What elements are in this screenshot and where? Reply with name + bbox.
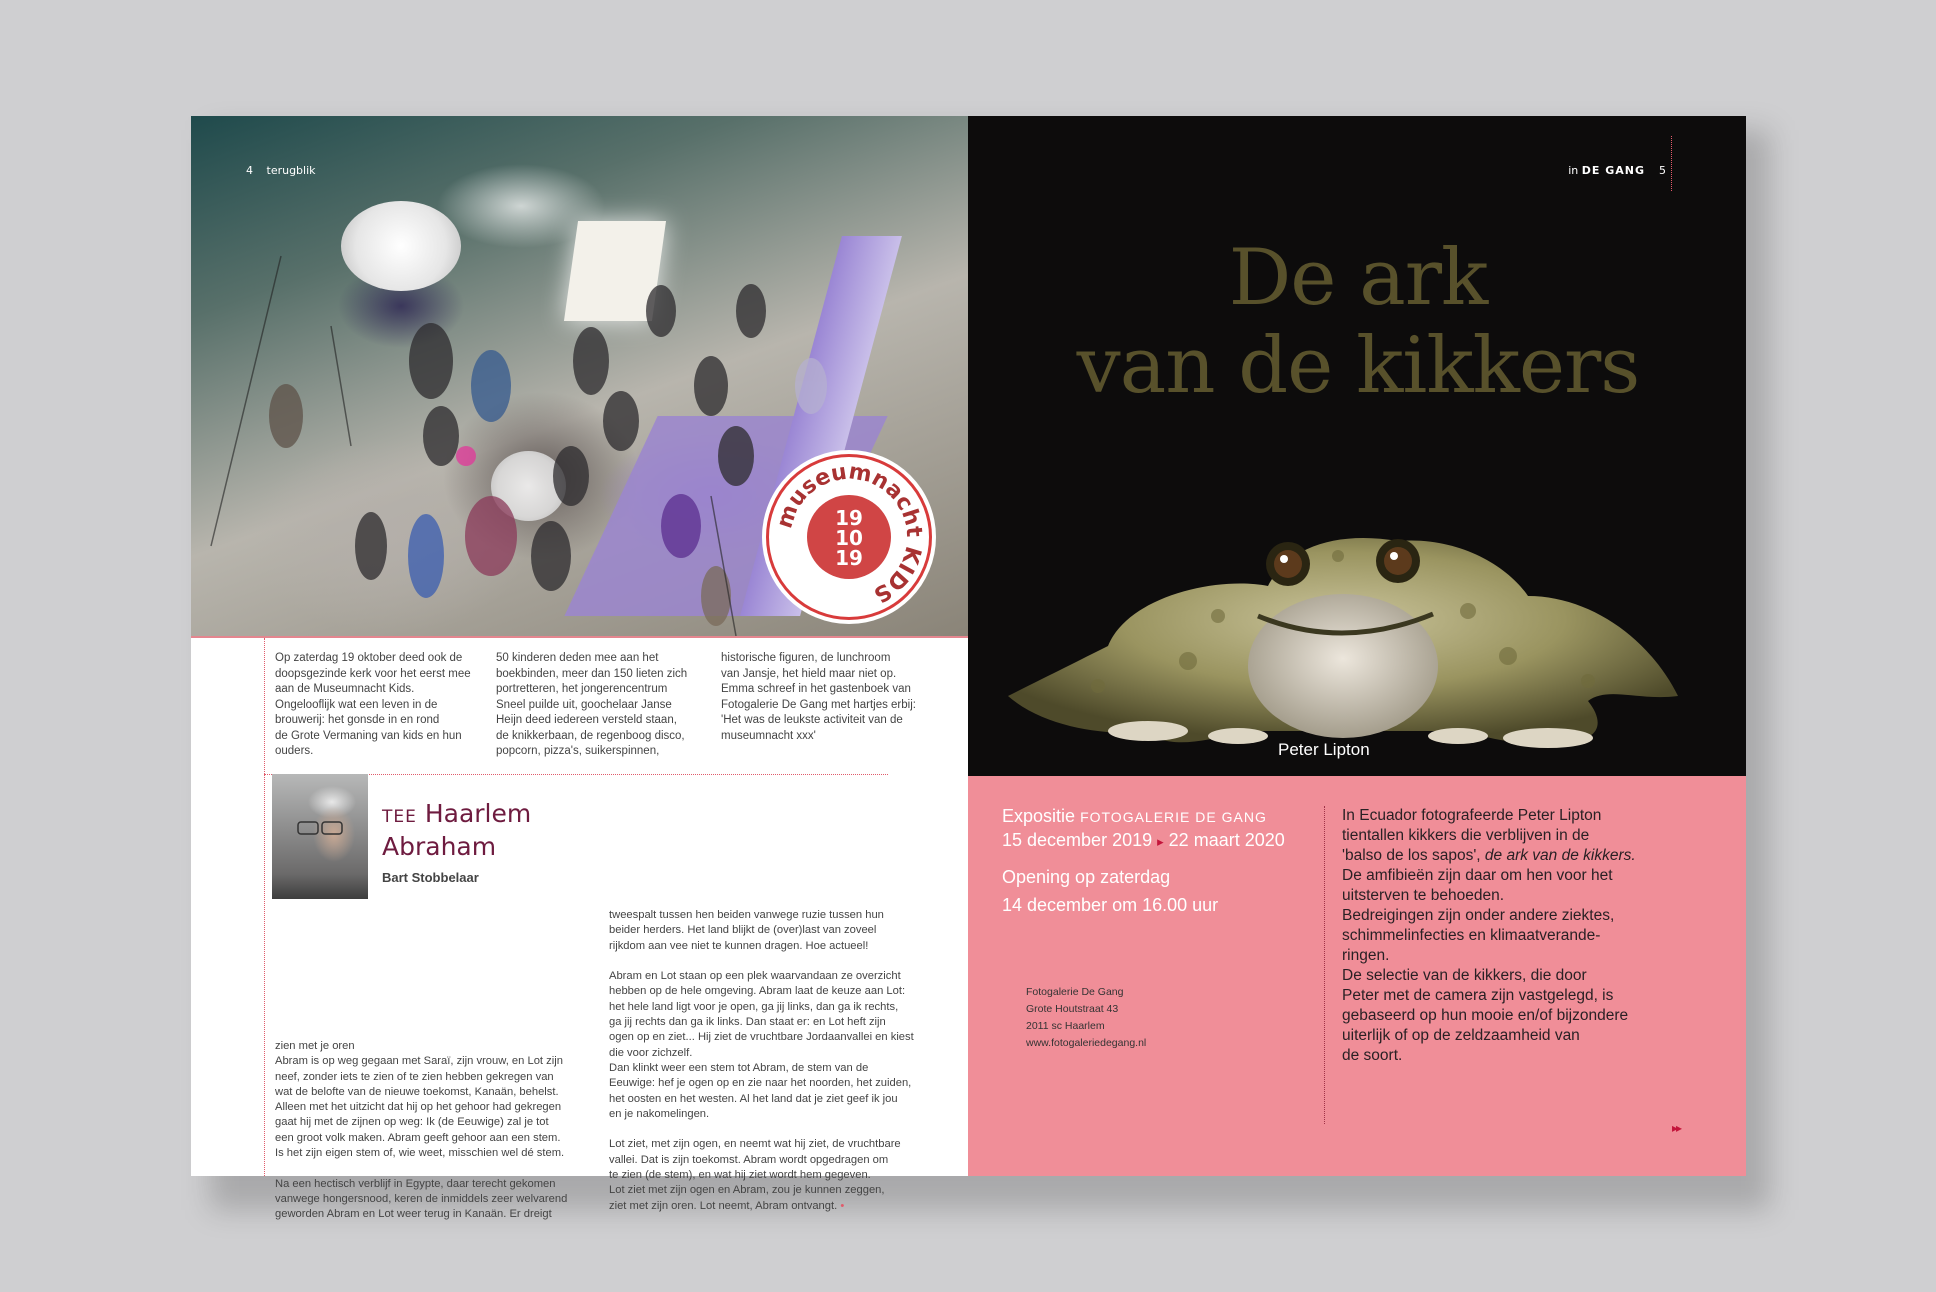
date-arrow-icon: ▸ [1157,834,1164,849]
page-number: 4 [246,164,253,177]
article-column-2-text: tweespalt tussen hen beiden vanwege ruzie tussen hun beider herders. Het land blijkt de (over)last van zoveel rijkdom aan vee niet te kunnen dragen. Hoe actueel! Abram en Lot staan op een plek waarvandaan ze overzicht hebben op de hele omgeving. Abram laat de keuze aan Lot: het hele land ligt voor je open, ga jij links, dan ga ik rechts, ga jij rechts dan ga ik links. Dan staat er: en Lot heft zijn ogen op en ziet... Hij ziet de vruchtbare Jordaanvallei en kiest die voor zichzelf. Dan klinkt weer een stem tot Abram, de stem van de Eeuwige: hef je ogen op en zie naar het noorden, het zuiden, het oosten en het westen. Al het land dat je ziet geef ik jou en je nakomelingen. Lot ziet, met zijn ogen, en neemt wat hij ziet, de vruchtbare vallei. Dat is zijn toekomst. Abram wordt opgedragen om te zien (de stem), en wat hij ziet wordt hem gegeven. Lot ziet met zijn ogen en Abram, zou je kunnen zeggen, ziet met zijn oren. Lot neemt, Abram ontvangt. [609,909,914,1212]
exhibition-label: Expositie [1002,806,1076,826]
intro-column-2: 50 kinderen deden mee aan het boekbinden, meer dan 150 lieten zich portretteren, het jongerencentrum Sneel puilde uit, goochelaar Janse Heijn deed iedereen versteld staan, de knikkerbaan, de regenboog disco, popcorn, pizza's, suikerspinnen, [496,652,688,757]
intro-column-1: Op zaterdag 19 oktober deed ook de doopsgezinde kerk voor het eerst mee aan de Museumnacht Kids. Ongelooflijk wat een leven in de brouwerij: het gonsde in en rond de Grote Vermaning van kids en hun ouders. [275,652,471,757]
info-divider [1324,806,1325,1124]
article-column-1: zien met je oren Abram is op weg gegaan met Saraï, zijn vrouw, en Lot zijn neef, zonder iets te zien of te zien hebben gekregen van wat de belofte van de nieuwe toekomst, Kanaän, behelst. Alleen met het uitzicht dat hij op het gehoor had gekregen gaat hij met de zijnen op weg: Ik (de Eeuwige) zal je tot een groot volk maken. Abram geeft gehoor aan een stem. Is het zijn eigen stem of, wie weet, misschien wel dé stem. Na een hectisch verblijf in Egypte, daar terecht gekomen vanwege hongersnood, keren de inmiddels zeer welvarend geworden Abram en Lot weer terug in Kanaän. Er dreigt [275,1040,568,1221]
page-number-right: 5 [1659,164,1666,177]
headline-line2: van de kikkers [1076,321,1640,411]
running-name: DE GANG [1581,164,1645,177]
exhibition-dates [1002,830,1285,851]
photo-rule [191,636,968,638]
exhibition-description [1342,806,1662,1066]
running-header [1568,164,1666,177]
date-start: 15 december 2019 [1002,830,1153,850]
headline-line1: De ark [1228,233,1488,323]
page-header [246,164,316,177]
photo-credit: Peter Lipton [1278,740,1370,759]
description-start: In Ecuador fotografeerde Peter Lipton tientallen kikkers die verblijven in de 'balso de los sapos', [1342,807,1602,864]
article-author: Bart Stobbelaar [382,870,479,885]
badge-month: 10 [835,526,863,550]
author-portrait [272,774,368,899]
article-column-2 [609,908,939,1214]
description-rest: De amfibieën zijn daar om hen voor het uitsterven te behoeden. Bedreigingen zijn onder andere ziektes, schimmelinfecties en klimaatverande- ringen. De selectie van de kikkers, die door Peter met de camera zijn vastgelegd, is gebaseerd op hun mooie en/of bijzondere uiterlijk of op de zeldzaamheid van de soort. [1342,867,1629,1064]
date-end: 22 maart 2020 [1168,830,1285,850]
right-page [968,116,1746,1176]
exhibition-title [1002,806,1285,827]
headline [1008,234,1708,410]
frog-illustration [988,446,1688,776]
running-prefix: in [1568,164,1579,177]
badge-year: 19 [835,546,863,570]
article-title-line1: Haarlem [424,799,532,828]
next-page-icon: ▸▸ [1672,1121,1681,1135]
portrait-glasses [272,774,368,899]
left-page [191,116,968,1221]
end-mark: • [840,1199,845,1212]
article-title [382,799,531,862]
svg-text:museumnacht KIDS: museumnacht KIDS [772,459,927,608]
magazine-spread [191,116,1746,1221]
gallery-address: Fotogalerie De Gang Grote Houtstraat 43 2011 sc Haarlem www.fotogaleriedegang.nl [1026,986,1147,1049]
running-header-rule [1671,136,1672,191]
museumnacht-photo [191,116,968,636]
description-italic: de ark van de kikkers. [1484,847,1636,864]
intro-column-3: historische figuren, de lunchroom van Jansje, het hield maar niet op. Emma schreef in het gastenboek van Fotogalerie De Gang met hartjes erbij: 'Het was de leukste activiteit van de museumnacht xxx' [721,652,916,742]
margin-dots [264,638,265,1176]
museumnacht-kids-badge [766,454,932,620]
section-label: terugblik [266,164,316,177]
exhibition-venue: FOTOGALERIE DE GANG [1080,809,1267,825]
article-kicker: TEE [382,807,417,827]
badge-date [807,495,891,579]
article-title-line2: Abraham [382,832,497,861]
exhibition-info [1002,806,1285,919]
badge-day: 19 [835,506,863,530]
opening-text: Opening op zaterdag 14 december om 16.00 uur [1002,867,1219,915]
frog-photo-area [968,116,1746,776]
